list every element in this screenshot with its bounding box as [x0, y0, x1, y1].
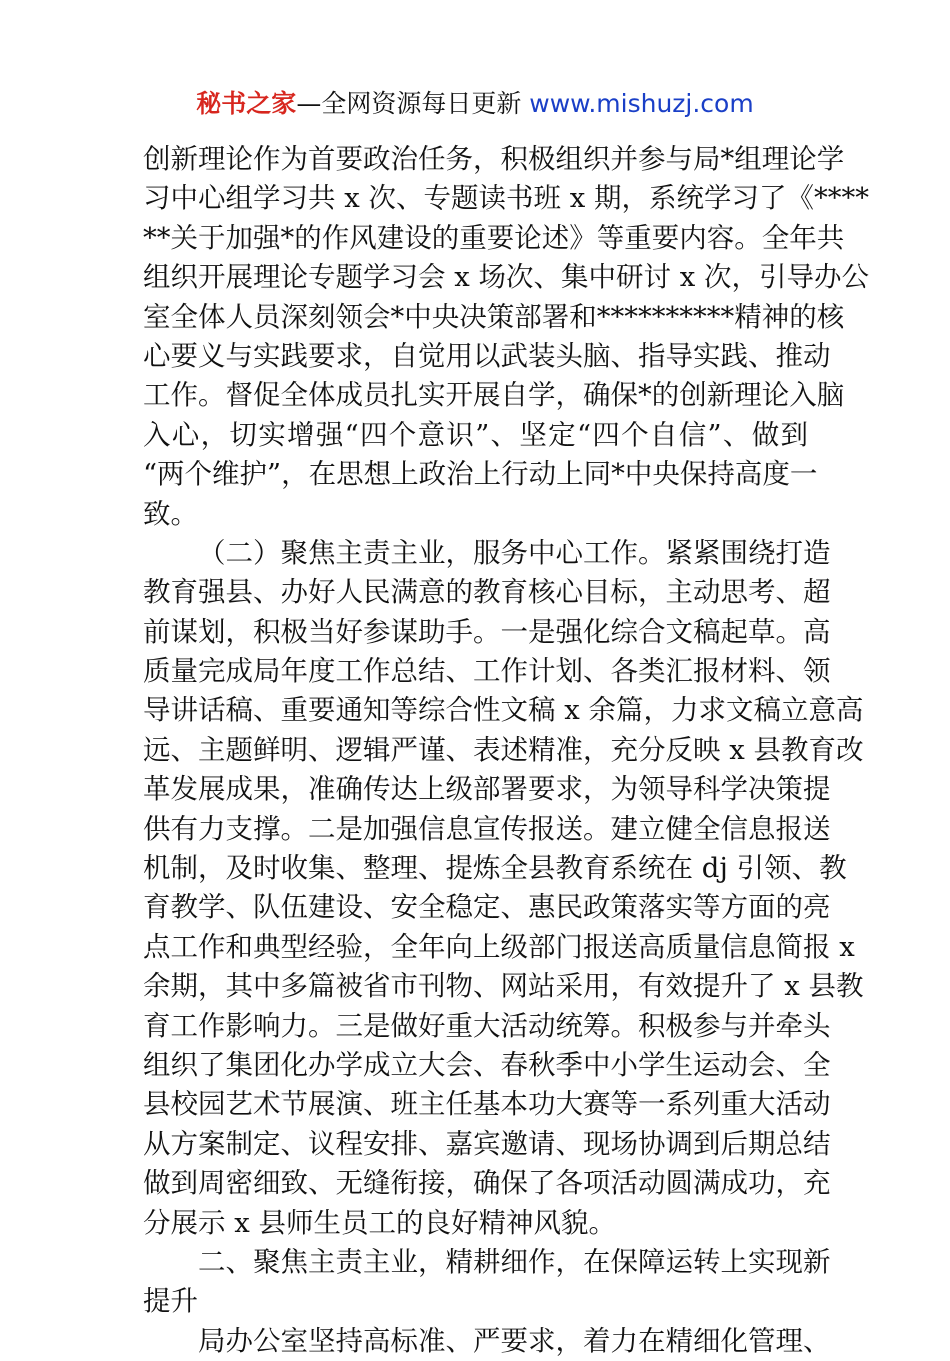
text-line: 二、聚焦主责主业，精耕细作，在保障运转上实现新 — [198, 1245, 831, 1278]
text-line: 局办公室坚持高标准、严要求，着力在精细化管理、 — [198, 1324, 831, 1357]
text-line: 组织开展理论专题学习会 x 场次、集中研讨 x 次，引导办公 — [143, 261, 869, 294]
text-line: 创新理论作为首要政治任务，积极组织并参与局*组理论学 — [143, 143, 845, 175]
text-line: 前谋划，积极当好参谋助手。一是强化综合文稿起草。高 — [143, 615, 831, 648]
text-line: 导讲话稿、重要通知等综合性文稿 x 余篇，力求文稿立意高 — [143, 694, 864, 727]
text-line: 远、主题鲜明、逻辑严谨、表述精准，充分反映 x 县教育改 — [143, 733, 864, 766]
text-line: 教育强县、办好人民满意的教育核心目标，主动思考、超 — [143, 576, 831, 609]
text-line: 革发展成果，准确传达上级部署要求，为领导科学决策提 — [143, 773, 831, 806]
text-line: 育教学、队伍建设、安全稳定、惠民政策落实等方面的亮 — [143, 891, 831, 924]
text-line: 县校园艺术节展演、班主任基本功大赛等一系列重大活动 — [143, 1088, 831, 1121]
text-line: 提升 — [143, 1285, 198, 1318]
text-line: 质量完成局年度工作总结、工作计划、各类汇报材料、领 — [143, 655, 831, 688]
text-line: （二）聚焦主责主业，服务中心工作。紧紧围绕打造 — [198, 536, 831, 569]
text-line: 分展示 x 县师生员工的良好精神风貌。 — [143, 1206, 616, 1239]
text-line: “两个维护”，在思想上政治上行动上同*中央保持高度一 — [143, 458, 818, 491]
text-line: 点工作和典型经验，全年向上级部门报送高质量信息简报 x — [143, 930, 855, 963]
text-line: 育工作影响力。三是做好重大活动统筹。积极参与并牵头 — [143, 1009, 831, 1042]
text-line: 供有力支撑。二是加强信息宣传报送。建立健全信息报送 — [143, 812, 831, 845]
text-line: 入心，切实增强“四个意识”、坚定“四个自信”、做到 — [143, 418, 808, 451]
text-line: 习中心组学习共 x 次、专题读书班 x 期，系统学习了《**** — [143, 182, 869, 215]
text-line: 从方案制定、议程安排、嘉宾邀请、现场协调到后期总结 — [143, 1127, 831, 1160]
text-line: 室全体人员深刻领会*中央决策部署和**********精神的核 — [143, 300, 845, 333]
header-url[interactable]: www.mishuzj.com — [529, 89, 754, 118]
text-line: 工作。督促全体成员扎实开展自学，确保*的创新理论入脑 — [143, 379, 845, 412]
text-line: 机制，及时收集、整理、提炼全县教育系统在 dj 引领、教 — [143, 852, 847, 885]
header-brand: 秘书之家 — [196, 89, 297, 118]
text-line: 致。 — [143, 497, 198, 530]
text-line: **关于加强*的作风建设的重要论述》等重要内容。全年共 — [143, 221, 845, 254]
document-body — [143, 140, 869, 1361]
text-line: 心要义与实践要求，自觉用以武装头脑、指导实践、推动 — [143, 339, 831, 372]
text-line: 做到周密细致、无缝衔接，确保了各项活动圆满成功，充 — [143, 1167, 831, 1200]
text-line: 组织了集团化办学成立大会、春秋季中小学生运动会、全 — [143, 1048, 831, 1081]
page-header — [0, 86, 950, 122]
text-line: 余期，其中多篇被省市刊物、网站采用，有效提升了 x 县教 — [143, 970, 864, 1003]
header-slogan: —全网资源每日更新 — [296, 89, 522, 118]
